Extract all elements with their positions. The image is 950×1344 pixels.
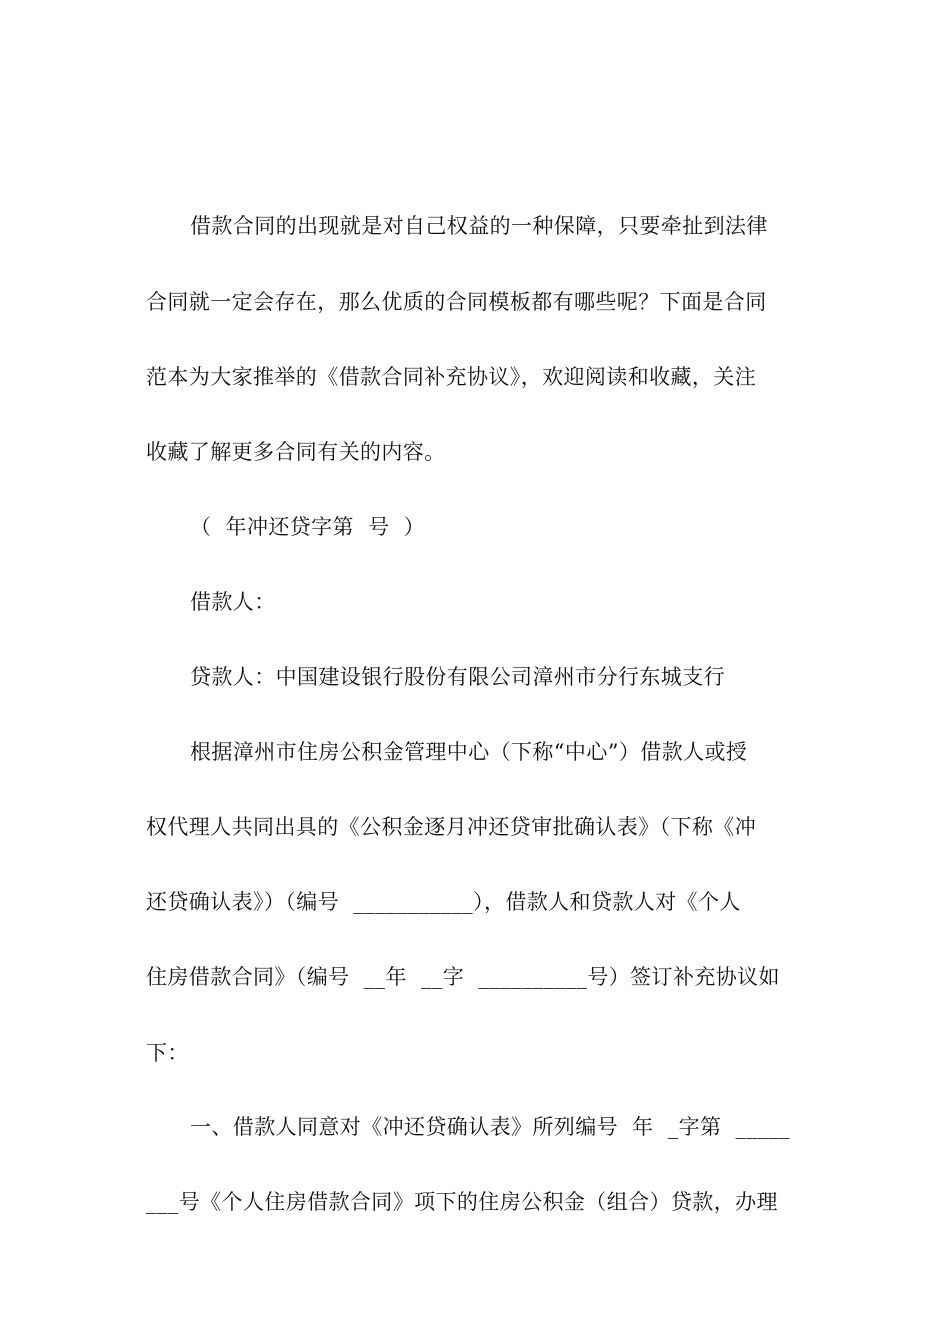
clause-1-line-2: ___号《个人住房借款合同》项下的住房公积金（组合）贷款，办理 (146, 1190, 778, 1214)
intro-line-3: 范本为大家推举的《借款合同补充协议》，欢迎阅读和收藏，关注 (146, 365, 757, 389)
borrower-label: 借款人： (190, 590, 276, 614)
intro-line-4: 收藏了解更多合同有关的内容。 (146, 440, 446, 464)
lender-line: 贷款人：中国建设银行股份有限公司漳州市分行东城支行 (190, 665, 725, 689)
contract-reference: （ 年冲还贷字第 号 ） (190, 515, 426, 539)
basis-line-4: 住房借款合同》（编号 __年 __字 __________号）签订补充协议如 (146, 965, 780, 989)
intro-line-2: 合同就一定会存在，那么优质的合同模板都有哪些呢？下面是合同 (146, 290, 767, 314)
basis-line-1: 根据漳州市住房公积金管理中心（下称“中心”）借款人或授 (190, 740, 748, 764)
intro-line-1: 借款合同的出现就是对自己权益的一种保障，只要牵扯到法律 (190, 214, 768, 238)
basis-line-2: 权代理人共同出具的《公积金逐月冲还贷审批确认表》（下称《冲 (146, 815, 757, 839)
basis-line-3: 还贷确认表》）（编号 ___________），借款人和贷款人对《个人 (146, 890, 741, 914)
clause-1-line-1: 一、借款人同意对《冲还贷确认表》所列编号 年 _字第 _____ (190, 1115, 791, 1139)
basis-line-5: 下： (146, 1041, 189, 1065)
